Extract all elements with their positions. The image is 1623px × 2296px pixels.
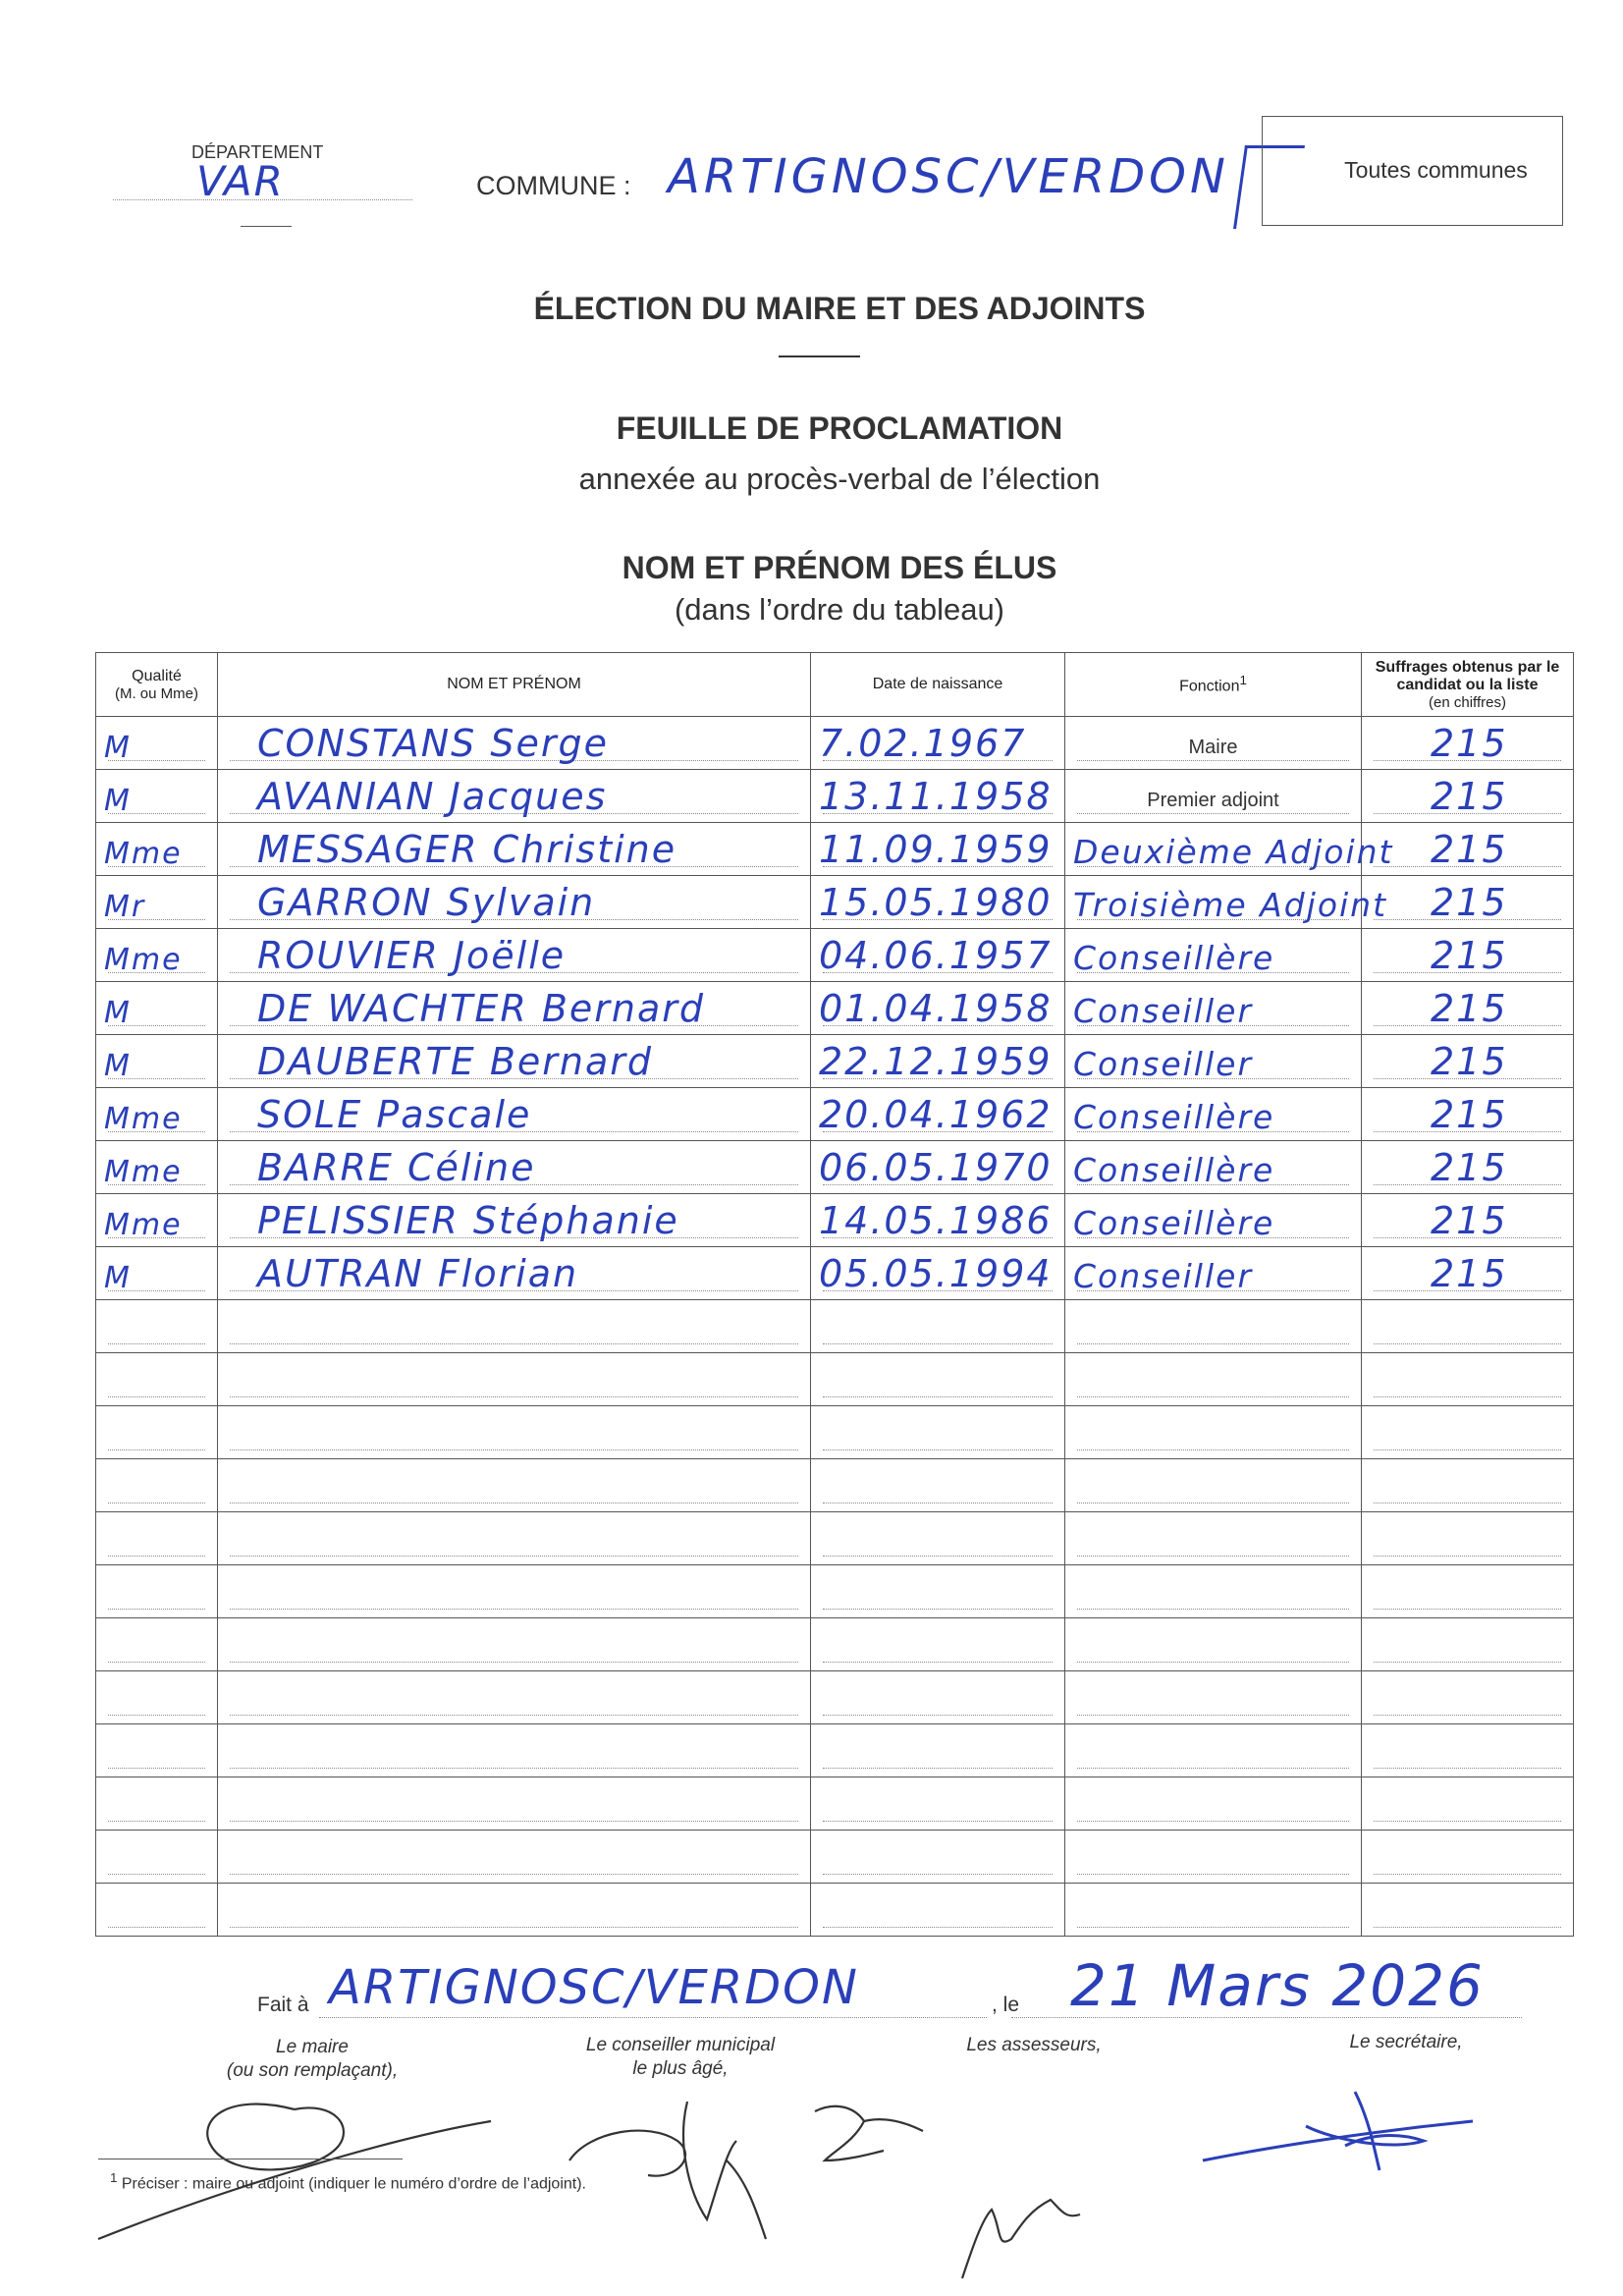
cell-empty	[218, 1459, 811, 1512]
dotted-line	[230, 1396, 798, 1397]
cell-nom	[218, 770, 811, 823]
dotted-line	[1077, 1449, 1349, 1450]
header-qualite-sub: (M. ou Mme)	[114, 684, 198, 702]
cell-empty	[1362, 1459, 1574, 1512]
cell-date-value: 01.04.1958	[819, 987, 1053, 1030]
dotted-line	[230, 1609, 798, 1610]
commune-label: COMMUNE :	[476, 171, 631, 200]
cell-empty	[218, 1406, 811, 1459]
dotted-line	[823, 1662, 1053, 1663]
cell-suffrages	[1362, 1141, 1574, 1194]
cell-date	[811, 929, 1065, 982]
cell-date	[811, 1088, 1065, 1141]
cell-empty	[96, 1618, 218, 1671]
maire-sub: (ou son remplaçant),	[226, 2060, 399, 2081]
dotted-line	[230, 1768, 798, 1769]
dotted-line	[1374, 1343, 1561, 1344]
table-row	[96, 929, 1574, 982]
cell-fonction	[1065, 982, 1362, 1035]
cell-suffrages-value: 215	[1431, 987, 1508, 1030]
header-suffrages	[1362, 653, 1574, 717]
cell-nom-value: ROUVIER Joëlle	[257, 934, 567, 977]
fait-a-value: ARTIGNOSC/VERDON	[329, 1960, 859, 2015]
cell-date	[811, 1035, 1065, 1088]
date-dotted-line	[1011, 2017, 1522, 2018]
cell-date-value: 7.02.1967	[819, 722, 1027, 765]
cell-suffrages	[1362, 823, 1574, 876]
cell-fonction	[1065, 929, 1362, 982]
cell-fonction-value: Conseillère	[1073, 1151, 1275, 1189]
cell-empty	[811, 1884, 1065, 1937]
dotted-line	[230, 1874, 798, 1875]
cell-suffrages	[1362, 876, 1574, 929]
cell-suffrages-value: 215	[1431, 934, 1508, 977]
cell-empty	[1362, 1406, 1574, 1459]
cell-empty	[96, 1777, 218, 1831]
table-row-empty	[96, 1406, 1574, 1459]
annexee-subtitle: annexée au procès-verbal de l’élection	[578, 462, 1101, 496]
cell-date-value: 04.06.1957	[819, 934, 1053, 977]
cell-empty	[811, 1459, 1065, 1512]
cell-nom	[218, 823, 811, 876]
cell-qualite	[96, 1035, 218, 1088]
cell-nom-value: GARRON Sylvain	[257, 881, 596, 924]
table-row	[96, 823, 1574, 876]
cell-empty	[218, 1512, 811, 1565]
cell-suffrages-value: 215	[1431, 775, 1508, 818]
cell-date-value: 15.05.1980	[819, 881, 1053, 924]
dotted-line	[1077, 1715, 1349, 1716]
cell-empty	[96, 1671, 218, 1724]
cell-fonction-value: Troisième Adjoint	[1073, 886, 1388, 924]
cell-qualite-value: M	[104, 784, 132, 818]
cell-empty	[218, 1565, 811, 1618]
dotted-line	[1374, 1662, 1561, 1663]
cell-suffrages-value: 215	[1431, 1199, 1508, 1242]
cell-nom-value: BARRE Céline	[257, 1146, 536, 1189]
cell-empty	[1065, 1618, 1362, 1671]
cell-qualite	[96, 929, 218, 982]
dotted-line	[108, 1874, 205, 1875]
conseiller-sub: le plus âgé,	[632, 2058, 729, 2079]
cell-suffrages-value: 215	[1431, 722, 1508, 765]
dotted-line	[1374, 1556, 1561, 1557]
cell-empty	[1065, 1671, 1362, 1724]
cell-empty	[218, 1884, 811, 1937]
dotted-line	[1077, 813, 1349, 814]
cell-empty	[811, 1353, 1065, 1406]
dotted-line	[1077, 1396, 1349, 1397]
table-row	[96, 1141, 1574, 1194]
cell-fonction-value: Conseillère	[1073, 1204, 1275, 1242]
cell-empty	[811, 1406, 1065, 1459]
cell-suffrages	[1362, 1035, 1574, 1088]
elus-table	[95, 652, 1574, 1937]
cell-fonction-value: Conseiller	[1073, 1045, 1254, 1083]
dotted-line	[108, 1343, 205, 1344]
cell-qualite	[96, 982, 218, 1035]
header-fonction-label: Fonction	[1179, 678, 1240, 695]
dotted-line	[108, 1715, 205, 1716]
dotted-line	[1374, 1874, 1561, 1875]
cell-qualite	[96, 1247, 218, 1300]
table-row-empty	[96, 1831, 1574, 1884]
cell-fonction-value: Premier adjoint	[1147, 790, 1279, 811]
departement-underline	[241, 226, 292, 227]
table-row-empty	[96, 1884, 1574, 1937]
cell-empty	[1362, 1671, 1574, 1724]
conseiller-signature	[569, 2102, 923, 2239]
cell-date-value: 13.11.1958	[819, 775, 1053, 818]
cell-qualite-value: M	[104, 731, 132, 765]
cell-fonction-value: Conseillère	[1073, 939, 1275, 977]
cell-nom-value: PELISSIER Stéphanie	[257, 1199, 679, 1242]
cell-date	[811, 717, 1065, 770]
dotted-line	[108, 1662, 205, 1663]
cell-fonction	[1065, 770, 1362, 823]
cell-empty	[811, 1724, 1065, 1777]
cell-suffrages-value: 215	[1431, 1146, 1508, 1189]
table-row-empty	[96, 1724, 1574, 1777]
cell-nom-value: SOLE Pascale	[257, 1093, 532, 1136]
cell-empty	[811, 1512, 1065, 1565]
cell-empty	[96, 1459, 218, 1512]
cell-empty	[218, 1831, 811, 1884]
header-fonction-note: 1	[1239, 673, 1247, 688]
table-row	[96, 982, 1574, 1035]
header-qualite	[96, 653, 218, 717]
cell-empty	[218, 1777, 811, 1831]
cell-empty	[1065, 1724, 1362, 1777]
footnote-mark: 1	[110, 2170, 118, 2185]
table-row-empty	[96, 1459, 1574, 1512]
cell-empty	[1065, 1353, 1362, 1406]
fait-a-dotted-line	[319, 2017, 987, 2018]
cell-suffrages-value: 215	[1431, 881, 1508, 924]
cell-empty	[1362, 1777, 1574, 1831]
cell-nom	[218, 717, 811, 770]
cell-date	[811, 982, 1065, 1035]
departement-label: DÉPARTEMENT	[191, 142, 324, 162]
cell-qualite	[96, 823, 218, 876]
main-title: ÉLECTION DU MAIRE ET DES ADJOINTS	[533, 291, 1146, 326]
cell-nom	[218, 1194, 811, 1247]
dotted-line	[230, 1715, 798, 1716]
cell-fonction-value: Maire	[1188, 737, 1238, 758]
table-row	[96, 770, 1574, 823]
dotted-line	[108, 1556, 205, 1557]
cell-fonction	[1065, 1247, 1362, 1300]
cell-qualite-value: Mme	[104, 1208, 183, 1242]
dotted-line	[823, 1396, 1053, 1397]
cell-nom-value: AUTRAN Florian	[257, 1252, 579, 1295]
cell-suffrages-value: 215	[1431, 1040, 1508, 1083]
departement-dotted-line	[113, 199, 412, 200]
cell-qualite-value: Mr	[104, 890, 146, 924]
header-date: Date de naissance	[811, 653, 1065, 717]
cell-nom-value: AVANIAN Jacques	[257, 775, 608, 818]
cell-empty	[1362, 1353, 1574, 1406]
cell-empty	[1065, 1512, 1362, 1565]
cell-empty	[1362, 1565, 1574, 1618]
cell-empty	[96, 1831, 218, 1884]
header-suffrages-sub: (en chiffres)	[1429, 693, 1506, 711]
fait-a-label: Fait à	[257, 1994, 309, 2016]
cell-qualite-value: M	[104, 996, 132, 1030]
table-row-empty	[96, 1353, 1574, 1406]
cell-date	[811, 823, 1065, 876]
cell-suffrages	[1362, 929, 1574, 982]
cell-empty	[96, 1512, 218, 1565]
table-row	[96, 876, 1574, 929]
dotted-line	[1077, 1556, 1349, 1557]
cell-nom-value: DE WACHTER Bernard	[257, 987, 706, 1030]
cell-empty	[96, 1406, 218, 1459]
dotted-line	[1077, 760, 1349, 761]
dotted-line	[108, 1449, 205, 1450]
cell-nom	[218, 929, 811, 982]
dotted-line	[230, 1927, 798, 1928]
feuille-title: FEUILLE DE PROCLAMATION	[616, 410, 1063, 446]
table-row-empty	[96, 1300, 1574, 1353]
cell-empty	[811, 1777, 1065, 1831]
dotted-line	[1077, 1874, 1349, 1875]
cell-empty	[1065, 1300, 1362, 1353]
cell-empty	[1065, 1406, 1362, 1459]
cell-date-value: 22.12.1959	[819, 1040, 1053, 1083]
dotted-line	[1374, 1396, 1561, 1397]
cell-fonction	[1065, 1194, 1362, 1247]
cell-qualite-value: Mme	[104, 943, 183, 977]
assesseurs-label: Les assesseurs,	[966, 2035, 1102, 2055]
dotted-line	[823, 1609, 1053, 1610]
header-suffrages-label: Suffrages obtenus par le candidat ou la liste	[1375, 658, 1560, 693]
cell-suffrages	[1362, 982, 1574, 1035]
table-row	[96, 1088, 1574, 1141]
secretaire-label: Le secrétaire,	[1349, 2032, 1463, 2052]
cell-suffrages-value: 215	[1431, 1093, 1508, 1136]
cell-empty	[1362, 1618, 1574, 1671]
cell-fonction-value: Deuxième Adjoint	[1073, 833, 1394, 871]
cell-empty	[218, 1353, 811, 1406]
dotted-line	[823, 1556, 1053, 1557]
assesseur-signature	[962, 2200, 1080, 2278]
cell-date-value: 05.05.1994	[819, 1252, 1053, 1295]
dotted-line	[230, 1449, 798, 1450]
table-row	[96, 1247, 1574, 1300]
dotted-line	[1077, 1662, 1349, 1663]
cell-suffrages-value: 215	[1431, 1252, 1508, 1295]
header-fonction	[1065, 653, 1362, 717]
dotted-line	[1077, 1609, 1349, 1610]
cell-empty	[1362, 1831, 1574, 1884]
cell-qualite	[96, 717, 218, 770]
dotted-line	[108, 1396, 205, 1397]
cell-date	[811, 770, 1065, 823]
dotted-line	[230, 1662, 798, 1663]
cell-nom-value: MESSAGER Christine	[257, 828, 677, 871]
cell-fonction	[1065, 1035, 1362, 1088]
cell-empty	[811, 1671, 1065, 1724]
cell-empty	[1065, 1831, 1362, 1884]
dotted-line	[108, 1768, 205, 1769]
table-row-empty	[96, 1671, 1574, 1724]
ordre-subtitle: (dans l’ordre du tableau)	[674, 592, 1005, 627]
cell-nom-value: DAUBERTE Bernard	[257, 1040, 654, 1083]
dotted-line	[823, 1874, 1053, 1875]
cell-empty	[811, 1300, 1065, 1353]
cell-empty	[218, 1724, 811, 1777]
le-label: , le	[992, 1994, 1020, 2016]
cell-fonction	[1065, 823, 1394, 876]
secretaire-signature	[1203, 2092, 1473, 2170]
dotted-line	[1374, 1609, 1561, 1610]
cell-nom	[218, 1035, 811, 1088]
cell-fonction-value: Conseillère	[1073, 1098, 1275, 1136]
cell-qualite-value: Mme	[104, 1102, 183, 1136]
cell-suffrages	[1362, 1247, 1574, 1300]
header-qualite-label: Qualité	[132, 667, 182, 684]
cell-empty	[96, 1884, 218, 1937]
cell-qualite-value: M	[104, 1049, 132, 1083]
header-nom: NOM ET PRÉNOM	[218, 653, 811, 717]
cell-suffrages-value: 215	[1431, 828, 1508, 871]
cell-qualite-value: M	[104, 1261, 132, 1295]
dotted-line	[1374, 1449, 1561, 1450]
commune-value: ARTIGNOSC/VERDON	[668, 149, 1229, 204]
cell-suffrages	[1362, 1088, 1574, 1141]
table-row-empty	[96, 1777, 1574, 1831]
cell-date-value: 06.05.1970	[819, 1146, 1053, 1189]
dotted-line	[823, 1927, 1053, 1928]
elus-title: NOM ET PRÉNOM DES ÉLUS	[622, 550, 1057, 585]
cell-date	[811, 876, 1065, 929]
cell-empty	[1065, 1777, 1362, 1831]
cell-nom	[218, 876, 811, 929]
cell-empty	[1362, 1724, 1574, 1777]
dotted-line	[1374, 1768, 1561, 1769]
dotted-line	[823, 1343, 1053, 1344]
footnote	[110, 2170, 586, 2193]
cell-date	[811, 1194, 1065, 1247]
cell-fonction-value: Conseiller	[1073, 1257, 1254, 1295]
cell-empty	[1362, 1300, 1574, 1353]
table-row-empty	[96, 1565, 1574, 1618]
cell-empty	[811, 1565, 1065, 1618]
cell-qualite	[96, 1194, 218, 1247]
cell-fonction	[1065, 876, 1388, 929]
toutes-communes-label: Toutes communes	[1344, 157, 1528, 183]
cell-empty	[1065, 1565, 1362, 1618]
cell-empty	[218, 1671, 811, 1724]
dotted-line	[230, 1821, 798, 1822]
dotted-line	[823, 1449, 1053, 1450]
cell-nom-value: CONSTANS Serge	[257, 722, 609, 765]
cell-empty	[1065, 1884, 1362, 1937]
dotted-line	[230, 1343, 798, 1344]
dotted-line	[108, 1821, 205, 1822]
cell-fonction	[1065, 1141, 1362, 1194]
cell-date-value: 20.04.1962	[819, 1093, 1053, 1136]
dotted-line	[823, 1821, 1053, 1822]
dotted-line	[1077, 1343, 1349, 1344]
departement-value: VAR	[196, 157, 285, 205]
dotted-line	[1077, 1927, 1349, 1928]
cell-nom	[218, 1088, 811, 1141]
dotted-line	[1077, 1821, 1349, 1822]
cell-nom	[218, 1141, 811, 1194]
dotted-line	[1374, 1715, 1561, 1716]
dotted-line	[823, 1715, 1053, 1716]
cell-empty	[96, 1724, 218, 1777]
cell-empty	[218, 1618, 811, 1671]
cell-fonction	[1065, 717, 1362, 770]
cell-empty	[1362, 1884, 1574, 1937]
dotted-line	[823, 1768, 1053, 1769]
dotted-line	[108, 1927, 205, 1928]
cell-date-value: 14.05.1986	[819, 1199, 1053, 1242]
dotted-line	[1374, 1821, 1561, 1822]
table-row-empty	[96, 1618, 1574, 1671]
cell-date	[811, 1247, 1065, 1300]
cell-suffrages	[1362, 1194, 1574, 1247]
table-row	[96, 717, 1574, 770]
cell-empty	[96, 1353, 218, 1406]
cell-suffrages	[1362, 770, 1574, 823]
cell-nom	[218, 982, 811, 1035]
conseiller-label: Le conseiller municipal	[585, 2035, 776, 2055]
table-row	[96, 1035, 1574, 1088]
cell-fonction	[1065, 1088, 1362, 1141]
maire-label: Le maire	[276, 2037, 349, 2057]
cell-qualite	[96, 1088, 218, 1141]
cell-empty	[1065, 1459, 1362, 1512]
cell-empty	[96, 1565, 218, 1618]
table-row	[96, 1194, 1574, 1247]
dotted-line	[1374, 1927, 1561, 1928]
dotted-line	[108, 1609, 205, 1610]
table-header-row	[96, 653, 1574, 717]
cell-empty	[1362, 1512, 1574, 1565]
cell-qualite	[96, 770, 218, 823]
cell-date-value: 11.09.1959	[819, 828, 1053, 871]
cell-fonction-value: Conseiller	[1073, 992, 1254, 1030]
title-separator	[779, 355, 860, 357]
cell-empty	[811, 1831, 1065, 1884]
cell-empty	[96, 1300, 218, 1353]
cell-date	[811, 1141, 1065, 1194]
cell-empty	[811, 1618, 1065, 1671]
table-row-empty	[96, 1512, 1574, 1565]
cell-qualite	[96, 876, 218, 929]
cell-nom	[218, 1247, 811, 1300]
cell-qualite-value: Mme	[104, 1155, 183, 1189]
cell-suffrages	[1362, 717, 1574, 770]
date-value: 21 Mars 2026	[1070, 1952, 1485, 2019]
dotted-line	[230, 1556, 798, 1557]
cell-qualite	[96, 1141, 218, 1194]
cell-empty	[218, 1300, 811, 1353]
footnote-text: Préciser : maire ou adjoint (indiquer le numéro d’ordre de l’adjoint).	[121, 2175, 586, 2193]
cell-qualite-value: Mme	[104, 837, 183, 871]
dotted-line	[1077, 1768, 1349, 1769]
